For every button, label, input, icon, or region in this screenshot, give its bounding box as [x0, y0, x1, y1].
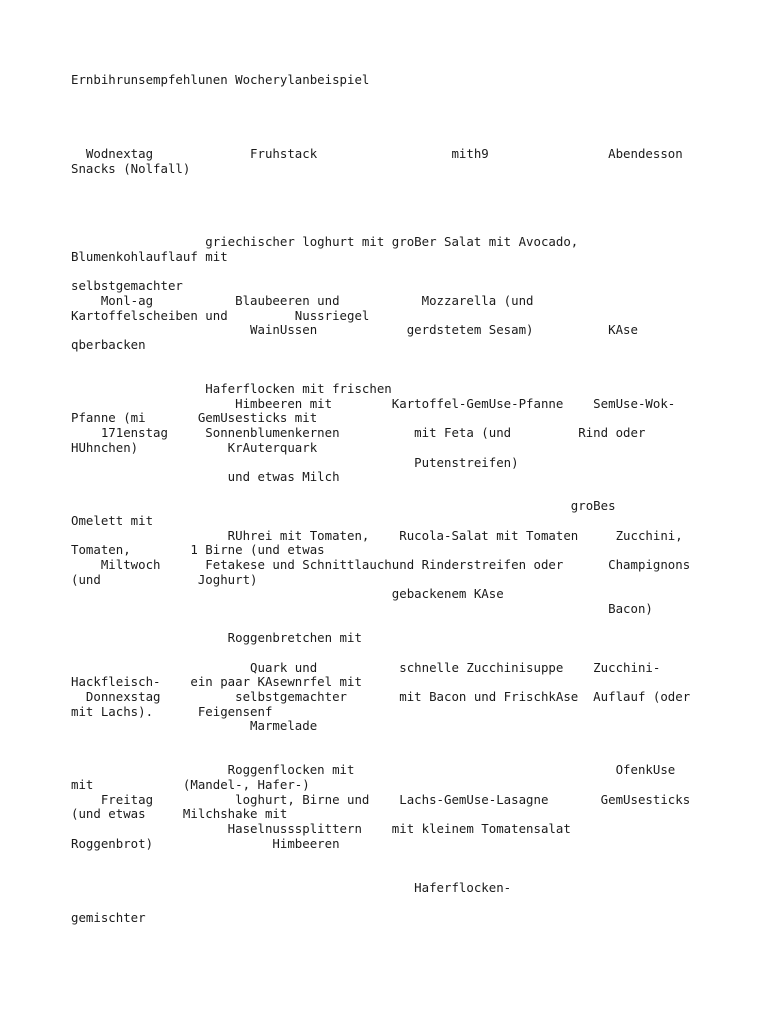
text-line: mit Lachs). Feigensenf	[71, 704, 273, 719]
text-line: Donnexstag selbstgemachter mit Bacon und FrischkAse Auflauf (oder	[71, 689, 691, 704]
text-line: Haselnusssplittern mit kleinem Tomatensalat	[71, 821, 571, 836]
text-line: groBes	[71, 498, 616, 513]
text-line: Freitag loghurt, Birne und Lachs-GemUse-Lasagne GemUsesticks	[71, 792, 691, 807]
text-line: Bacon)	[71, 601, 653, 616]
document-title: Ernbihrunsempfehlunen Wocherylanbeispiel	[71, 72, 370, 87]
text-line: Miltwoch Fetakese und Schnittlauchund Rinderstreifen oder Champignons	[71, 557, 691, 572]
text-line: HUhnchen) KrAuterquark	[71, 440, 318, 455]
text-line: RUhrei mit Tomaten, Rucola-Salat mit Tomaten Zucchini,	[71, 528, 683, 543]
text-line: Tomaten, 1 Birne (und etwas	[71, 542, 325, 557]
text-line: Roggenbrot) Himbeeren	[71, 836, 340, 851]
text-line: (und Joghurt)	[71, 572, 258, 587]
text-line: WainUssen gerdstetem Sesam) KAse	[71, 322, 638, 337]
text-line: Pfanne (mi GemUsesticks mit	[71, 410, 318, 425]
text-line: Haferflocken mit frischen	[71, 381, 392, 396]
text-line: (und etwas Milchshake mit	[71, 806, 288, 821]
text-line: gemischter	[71, 910, 146, 925]
text-line: Putenstreifen)	[71, 455, 519, 470]
table-header-line: Wodnextag Fruhstack mith9 Abendesson	[71, 146, 683, 161]
text-line: Quark und schnelle Zucchinisuppe Zucchini-	[71, 660, 661, 675]
text-line: Kartoffelscheiben und Nussriegel	[71, 308, 370, 323]
text-line: Roggenbretchen mit	[71, 630, 362, 645]
text-line: griechischer loghurt mit groBer Salat mit Avocado,	[71, 234, 579, 249]
text-line: Marmelade	[71, 718, 318, 733]
text-line: selbstgemachter	[71, 278, 183, 293]
text-line: gebackenem KAse	[71, 586, 504, 601]
text-line: Monl-ag Blaubeeren und Mozzarella (und	[71, 293, 534, 308]
table-header-line: Snacks (Nolfall)	[71, 161, 191, 176]
text-line: Omelett mit	[71, 513, 154, 528]
text-line: mit (Mandel-, Hafer-)	[71, 777, 310, 792]
text-line: Roggenflocken mit OfenkUse	[71, 762, 676, 777]
text-line: Hackfleisch- ein paar KAsewnrfel mit	[71, 674, 362, 689]
text-line: und etwas Milch	[71, 469, 340, 484]
text-line: qberbacken	[71, 337, 146, 352]
text-line: Haferflocken-	[71, 880, 512, 895]
text-line: Himbeeren mit Kartoffel-GemUse-Pfanne SemUse-Wok-	[71, 396, 676, 411]
text-line: 171enstag Sonnenblumenkernen mit Feta (und Rind oder	[71, 425, 646, 440]
text-line: Blumenkohlauflauf mit	[71, 249, 228, 264]
